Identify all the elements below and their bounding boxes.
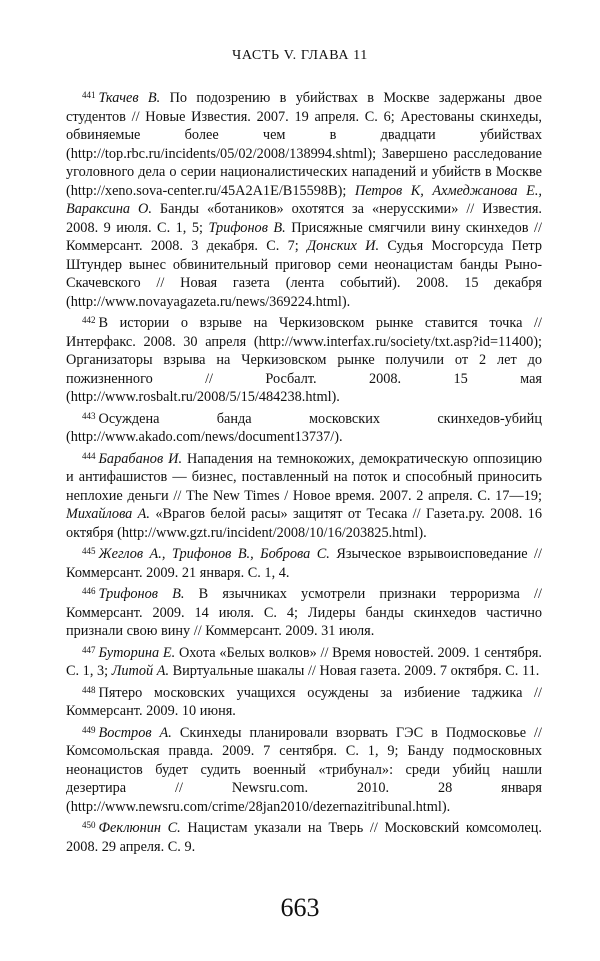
footnote-author: Феклюнин С. <box>98 820 181 836</box>
footnote-text: Осуждена банда московских скинхедов-убийц (http://www.akado.com/news/document13737/). <box>66 410 542 445</box>
footnote-text: Языческое взрывоисповедание // Коммерсант. 2009. 21 января. С. 1, 4. <box>66 546 542 581</box>
footnote-number: 441 <box>82 90 96 100</box>
footnote <box>66 816 542 856</box>
footnote-author: Трифонов В. <box>98 586 185 602</box>
footnote <box>66 582 542 641</box>
footnote-text: По подозрению в убийствах в Москве задержаны двое студентов // Новые Известия. 2007. 19 апреля. С. 6; Арестованы скинхеды, обвиняемые более чем в двадцати убийствах (http://top.rbc.ru/incidents/05/02/2008/138994.shtml); Завершено расследование уголовного дела о серии националистических нападений и убийств в Москве (http://xeno.sova-center.ru/45A2A1E/B15598B); <box>66 90 542 199</box>
footnote-number: 446 <box>82 586 96 596</box>
footnote-author: Литой А. <box>111 663 170 679</box>
footnote-author: Ткачев В. <box>98 90 161 106</box>
footnote-number: 448 <box>82 684 96 695</box>
footnote <box>66 542 542 582</box>
footnote-text: В язычниках усмотрели признаки терроризма // Коммерсант. 2009. 14 июля. С. 4; Лидеры банды скинхедов частично признали свою вину // Коммерсант. 2009. 31 июля. <box>66 586 542 639</box>
page-number: 663 <box>280 893 320 922</box>
footnote <box>66 721 542 817</box>
footnote <box>66 86 542 311</box>
footnote-text: Судья Мосгорсуда Петр Штундер вынес обвинительный приговор семи неонацистам банды Рыно-Скачевского // Новая газета (лента событий). 2008. 15 декабря (http://www.novayagazeta.ru/news/369224.html). <box>66 238 542 310</box>
footnote-text: Пятеро московских учащихся осуждены за избиение таджика // Коммерсант. 2009. 10 июня. <box>66 684 542 719</box>
footnote <box>66 681 542 721</box>
footnote-number: 447 <box>82 644 96 655</box>
footnote-number: 445 <box>82 546 96 556</box>
footnote-author: Трифонов В. <box>208 219 286 236</box>
footnote <box>66 447 542 543</box>
footnote-author: Жеглов А., Трифонов В., Боброва С. <box>98 546 330 562</box>
footnote-author: Донских И. <box>307 238 380 254</box>
footnote-text: Виртуальные шакалы // Новая газета. 2009. 7 октября. С. 11. <box>169 663 540 679</box>
footnote-text: Банды «ботаников» охотятся за «нерусскими» // Известия. 2008. 9 июля. С. 1, 5; <box>66 201 542 236</box>
footnote-text: Нацистам указали на Тверь // Московский комсомолец. 2008. 29 апреля. С. 9. <box>66 820 542 855</box>
footnote-text: В истории о взрыве на Черкизовском рынке ставится точка // Интерфакс. 2008. 30 апреля (http://www.interfax.ru/society/txt.asp?id=11400); Организаторы взрыва на Черкизовском рынке получили от 2 лет до пожизненного // Росбалт. 2008. 15 мая (http://www.rosbalt.ru/2008/5/15/484238.html). <box>66 315 542 405</box>
footnote-text: Охота «Белых волков» // Время новостей. 2009. 1 сентября. С. 1, 3; <box>66 644 542 679</box>
footnote-text: «Врагов белой расы» защитят от Тесака // Газета.ру. 2008. 16 октября (http://www.gzt.ru/incident/2008/10/16/203825.html). <box>66 506 542 541</box>
footnote-number: 443 <box>82 410 96 421</box>
footnote-author: Михайлова А. <box>66 506 150 522</box>
footnotes-list <box>66 86 542 856</box>
footnote <box>66 641 542 681</box>
footnote <box>66 311 542 407</box>
footnote-text: Нападения на темнокожих, демократическую оппозицию и антифашистов — бизнес, поставленный на поток и способный приносить неплохие деньги // The New Times / Новое время. 2007. 2 апреля. С. 17—19; <box>66 450 542 504</box>
footnote <box>66 407 542 447</box>
footnote-number: 449 <box>82 724 96 735</box>
footnote-number: 442 <box>82 315 96 325</box>
footnote-author: Востров А. <box>98 724 172 741</box>
footnote-author: Барабанов И. <box>98 450 183 467</box>
footnote-author: Буторина Е. <box>98 644 176 661</box>
footnote-number: 444 <box>82 450 96 461</box>
footnote-number: 450 <box>82 820 96 830</box>
footnote-text: Присяжные смягчили вину скинхедов // Коммерсант. 2008. 3 декабря. С. 7; <box>66 219 542 254</box>
footnote-author: Петров К, Ахмеджанова Е., Вараксина О. <box>66 182 542 217</box>
footnote-text: Скинхеды планировали взорвать ГЭС в Подмосковье // Комсомольская правда. 2009. 7 сентября. С. 1, 9; Банду подмосковных неонацистов будет судить военный «трибунал»: среди убийц нашли дезертира // Newsru.com. 2010. 28 января (http://www.newsru.com/crime/28jan2010/dezernazitribunal.html). <box>66 724 542 815</box>
running-header: ЧАСТЬ V. ГЛАВА 11 <box>232 48 368 63</box>
